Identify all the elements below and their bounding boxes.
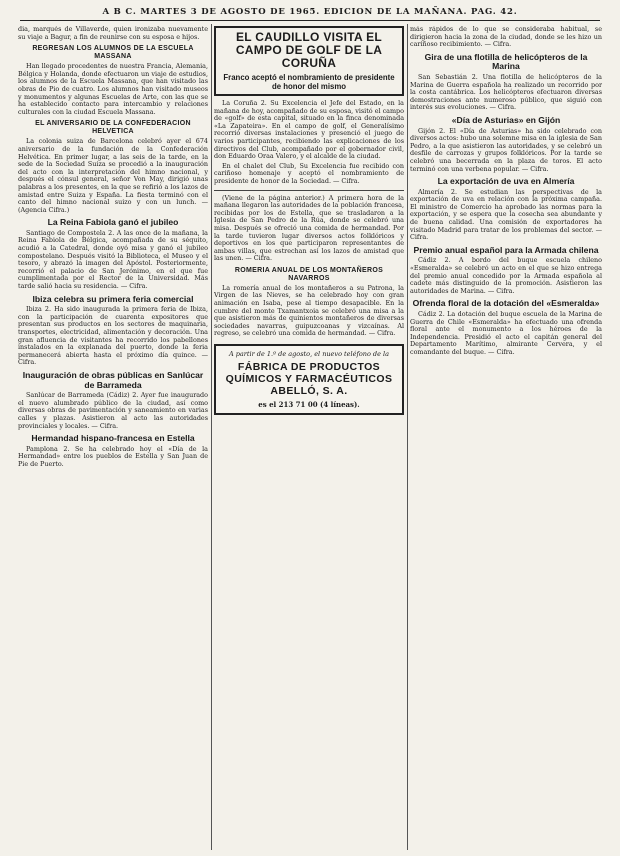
article-continuation: más rápidos de lo que se consideraba habitual, se dirigieron hacia la zona de la ciudad, donde se les hizo un cariñoso recibimiento. — Cifra.	[410, 26, 602, 49]
column-rule	[211, 24, 212, 850]
article-headline: «Día de Asturias» en Gijón	[451, 114, 561, 125]
article-body: La romería anual de los montañeros a su Patrona, la Virgen de las Nieves, se ha celebrado hoy con gran animación en Isaba, pese al tiempo desapacible. En la cumbre del monte Txamantxoia se celebró una misa a la que asistieron más de quinientos montañeros de diversas sociedades navarras, guipuzcoanas y vizcaínas. Al regreso, se celebró una comida de hermandad. — Cifra.	[214, 283, 404, 338]
article-headline: La Reina Fabiola ganó el jubileo	[47, 217, 179, 228]
article-body: La colonia suiza de Barcelona celebró ayer el 674 aniversario de la fundación de la Confederación Helvética. En primer lugar, a las seis de la tarde, en la sede de la Sociedad Suiza se procedió a la inauguración del acto con la interpretación del himno nacional, y después el cónsul general, señor Von May, dirigió unas palabras a los presentes, en la que se refirió a los lazos de amistad entre Suiza y España. La fiesta terminó con el canto del himno nacional suizo y con un lunch. — (Agencia Cifra.)	[18, 137, 208, 214]
main-headline: EL CAUDILLO VISITA EL CAMPO DE GOLF DE LA CORUÑA	[235, 30, 383, 70]
article-headline: La exportación de uva en Almería	[437, 176, 575, 187]
column-3	[410, 26, 602, 852]
column-2	[214, 26, 404, 852]
article-body: (Viene de la página anterior.) A primera hora de la mañana llegaron las autoridades de la población francesa, recibidas por los de Estella, que se trasladaron a la Iglesia de San Pedro de la Rúa, donde se celebró una misa. Después se ofreció una comida de hermandad. Por la tarde tuvieron lugar diversos actos folklóricos y deportivos en los que participaron representantes de ambas villas, que estrechan así los lazos de amistad que las unen. — Cifra.	[214, 193, 404, 263]
article-body: Cádiz 2. A bordo del buque escuela chileno «Esmeralda» se celebró un acto en el que se hizo entrega del premio anual concedido por la Armada española al cadete más distinguido de la promoción. Asistieron las autoridades de Marina. — Cifra.	[410, 256, 602, 295]
article-body: En el chalet del Club, Su Excelencia fue recibido con cariñoso homenaje y aceptó el nombramiento de presidente de honor de la Sociedad. — Cifra.	[214, 161, 404, 185]
ad-company-name: FÁBRICA DE PRODUCTOS QUÍMICOS Y FARMACÉUTICOS ABELLÓ, S. A.	[225, 361, 393, 398]
article-headline: REGRESAN LOS ALUMNOS DE LA ESCUELA MASSANA	[32, 45, 194, 61]
ad-phone: es el 213 71 00 (4 líneas).	[258, 400, 360, 410]
article-headline: Premio anual español para la Armada chilena	[413, 244, 599, 255]
article-body: Santiago de Compostela 2. A las once de la mañana, la Reina Fabiola de Bélgica, acompañada de su séquito, acudió a la Catedral, donde oyó misa y ganó el jubileo compostelano. Después visitó la Biblioteca, el Museo y el tesoro, y abrazó la imagen del Apóstol. Posteriormente, recorrió el palacio de San Jerónimo, en el que fue cumplimentada por el Rector de la Universidad. Más tarde salió hacia su residencia. — Cifra.	[18, 228, 208, 291]
article-body: Almería 2. Se estudian las perspectivas de la exportación de uva en relación con la próxima campaña. El ministro de Comercio ha aprobado las normas para la exportación, y se espera que la cosecha sea abundante y de buena calidad. Una comisión de exportadores ha visitado Madrid para tratar de los problemas del sector. — Cifra.	[410, 187, 602, 242]
column-rule	[407, 24, 408, 850]
masthead: A B C. MARTES 3 DE AGOSTO DE 1965. EDICION DE LA MAÑANA. PAG. 42.	[20, 6, 600, 21]
ad-intro: A partir de 1.º de agosto, el nuevo teléfono de la	[229, 350, 389, 359]
main-subheadline: Franco aceptó el nombramiento de presidente de honor del mismo	[223, 73, 395, 91]
advertisement-box	[214, 344, 404, 415]
article-body: La Coruña 2. Su Excelencia el Jefe del Estado, en la mañana de hoy, acompañado de su esposa, visitó el campo de «golf» de esta capital, situado en la finca denominada «La Zapateira». En el campo de golf, el Generalísimo recorrió diversas instalaciones y presenció el juego de varios participantes, recibiendo las explicaciones de los directivos del Club, acompañado por el gobernador civil, don Eduardo Oraa Valero, y el alcalde de la ciudad.	[214, 99, 404, 161]
article-headline: Hermandad hispano-francesa en Estella	[31, 433, 195, 444]
article-headline: Gira de una flotilla de helicópteros de la Marina	[424, 51, 588, 72]
article-body: Gijón 2. El «Día de Asturias» ha sido celebrado con diversos actos: hubo una solemne misa en la iglesia de San Pedro, a la que asistieron las autoridades, y se celebró un desfile de carrozas y grupos folklóricos. Por la tarde se celebró una becerrada en la plaza de toros. El acto terminó con una verbena popular. — Cifra.	[410, 126, 602, 173]
article-body: Cádiz 2. La dotación del buque escuela de la Marina de Guerra de Chile «Esmeralda» ha efectuado una ofrenda floral ante el monumento a los héroes de la Independencia. Presidió el acto el capitán general del Departamento Marítimo, almirante Cervera, y el comandante del buque. — Cifra.	[410, 310, 602, 356]
article-body: Han llegado procedentes de nuestra Francia, Alemania, Bélgica y Holanda, donde efectuaron un viaje de estudios, los alumnos de la Escuela Massana, que han visitado las obras de Pio de cuatro. Los alumnos han visitado museos y monumentos y algunas Escuelas de Arte, con las que se ha establecido contacto para intercambio y relaciones culturales con la ciudad Escuela Massana.	[18, 62, 208, 116]
headline-box	[214, 26, 404, 96]
article-headline: Ibiza celebra su primera feria comercial	[32, 293, 194, 304]
column-1	[18, 26, 208, 852]
article-headline: Ofrenda floral de la dotación del «Esmeralda»	[412, 298, 600, 309]
article-body: San Sebastián 2. Una flotilla de helicópteros de la Marina de Guerra española ha realizado un recorrido por la costa cantábrica. Los helicópteros efectuaron diversas demostraciones ante numeroso público, que siguió con interés sus evoluciones. — Cifra.	[410, 72, 602, 112]
article-body: Sanlúcar de Barrameda (Cádiz) 2. Ayer fue inaugurado el nuevo alumbrado público de la ciudad, así como diversas obras de pavimentación y saneamiento en varias calles y plazas. Asistieron al acto las autoridades provinciales y locales. — Cifra.	[18, 391, 208, 430]
article-body: Pamplona 2. Se ha celebrado hoy el «Día de la Hermandad» entre los pueblos de Estella y San Juan de Pie de Puerto.	[18, 444, 208, 468]
article-headline: Inauguración de obras públicas en Sanlúcar de Barrameda	[22, 369, 204, 390]
article-body: Ibiza 2. Ha sido inaugurada la primera feria de Ibiza, con la participación de cuarenta expositores que presentan sus productos en los sectores de maquinaria, transportes, electricidad, alimentación y decoración. Una gran afluencia de visitantes ha recorrido los pabellones instalados en la explanada del puerto, donde la feria permanecerá abierta hasta el próximo día quince. — Cifra.	[18, 305, 208, 367]
article-headline: ROMERIA ANUAL DE LOS MONTAÑEROS NAVARROS	[234, 266, 384, 282]
article-continuation: dia, marqués de Villaverde, quien ironizaba nuevamente su viaje a Bagur, a fin de reunirse con su esposa e hijos.	[18, 26, 208, 41]
article-headline: EL ANIVERSARIO DE LA CONFEDERACION HELVETICA	[35, 120, 191, 136]
divider	[214, 190, 404, 191]
